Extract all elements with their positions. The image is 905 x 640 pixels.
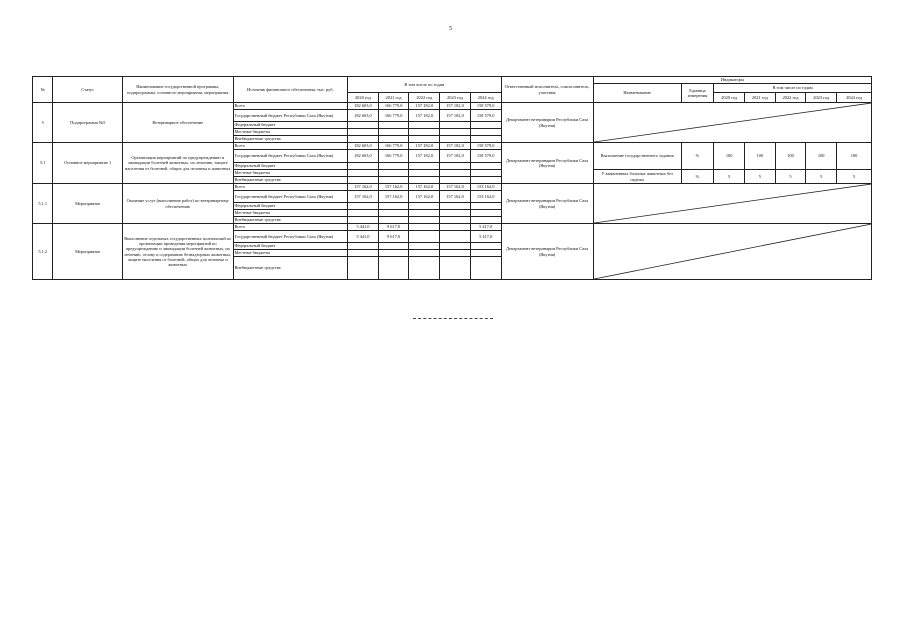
source-label: Местные бюджеты	[233, 210, 348, 217]
amount-cell	[440, 129, 471, 136]
header-ind-year: 2024 год	[837, 93, 872, 103]
row-number: 5.1.2	[33, 224, 53, 280]
amount-cell: 157 162,0	[440, 184, 471, 191]
amount-cell	[378, 203, 409, 210]
amount-cell: 182 603,0	[348, 110, 379, 122]
amount-cell: 166 779,0	[378, 150, 409, 163]
amount-cell	[378, 129, 409, 136]
source-label: Всего	[233, 103, 348, 110]
amount-cell: 166 779,0	[378, 110, 409, 122]
source-label: Федеральный бюджет	[233, 243, 348, 250]
amount-cell: 157 162,0	[378, 184, 409, 191]
header-status: Статус	[53, 77, 123, 103]
amount-cell	[378, 122, 409, 129]
amount-cell	[409, 210, 440, 217]
amount-cell	[409, 257, 440, 280]
amount-cell	[470, 177, 501, 184]
amount-cell	[348, 177, 379, 184]
source-label: Государственный бюджет Республики Саха (Якутия)	[233, 231, 348, 243]
amount-cell	[440, 177, 471, 184]
indicator-name: Выполнение государственного задания	[593, 143, 681, 170]
row-status: Мероприятие	[53, 224, 123, 280]
source-label: Всего	[233, 184, 348, 191]
header-ind-year: 2021 год	[744, 93, 775, 103]
indicator-value: 100	[714, 143, 745, 170]
table-row	[33, 184, 872, 191]
amount-cell	[378, 243, 409, 250]
amount-cell	[470, 257, 501, 280]
source-label: Государственный бюджет Республики Саха (Якутия)	[233, 191, 348, 203]
indicator-value: 100	[744, 143, 775, 170]
amount-cell: 157 162,0	[348, 191, 379, 203]
amount-cell	[378, 163, 409, 170]
amount-cell: 157 162,0	[409, 191, 440, 203]
header-source: Источник финансового обеспечения, тыс. руб.	[233, 77, 348, 103]
amount-cell	[440, 250, 471, 257]
amount-cell: 153 162,0	[470, 184, 501, 191]
amount-cell	[348, 210, 379, 217]
indicator-value: 100	[837, 143, 872, 170]
header-no: №	[33, 77, 53, 103]
source-label: Государственный бюджет Республики Саха (Якутия)	[233, 110, 348, 122]
source-label: Местные бюджеты	[233, 250, 348, 257]
amount-cell	[348, 136, 379, 143]
amount-cell	[440, 163, 471, 170]
row-name: Выполнение отдельных государственных полномочий по организации проведения мероприятий по предупреждению и ликвидации болезней животных, их лечению, отлову и содержанию безнадзорных животных, защите населения от болезней, общих для человека и животных	[123, 224, 233, 280]
header-year: 2021 год	[378, 93, 409, 103]
amount-cell: 182 603,0	[348, 150, 379, 163]
row-executor: Департамент ветеринарии Республики Саха (Якутия)	[501, 184, 593, 224]
indicator-value: 5	[837, 170, 872, 184]
amount-cell	[348, 163, 379, 170]
amount-cell: 158 579,0	[470, 110, 501, 122]
amount-cell: 182 603,0	[348, 143, 379, 150]
amount-cell: 157 182,0	[440, 110, 471, 122]
amount-cell: 158 579,0	[470, 143, 501, 150]
amount-cell: 157 162,0	[409, 184, 440, 191]
row-name: Организация мероприятий по предупреждению и ликвидации болезней животных, их лечению, защите населения от болезней, общих для человека и животных	[123, 143, 233, 184]
amount-cell	[409, 231, 440, 243]
table-row	[33, 103, 872, 110]
source-label: Местные бюджеты	[233, 129, 348, 136]
indicator-value: 100	[806, 143, 837, 170]
amount-cell	[470, 250, 501, 257]
indicator-value: 5	[806, 170, 837, 184]
header-year: 2023 год	[440, 93, 471, 103]
amount-cell: 166 779,0	[378, 103, 409, 110]
amount-cell: 157 162,0	[378, 191, 409, 203]
amount-cell: 157 162,0	[348, 184, 379, 191]
amount-cell	[378, 257, 409, 280]
amount-cell	[409, 129, 440, 136]
indicator-empty-cell	[593, 184, 871, 224]
amount-cell	[440, 231, 471, 243]
diagonal-strike	[594, 224, 871, 279]
source-label: Внебюджетные средства	[233, 177, 348, 184]
amount-cell: 157 182,0	[440, 143, 471, 150]
header-indicators: Индикаторы	[593, 77, 871, 84]
amount-cell: 158 579,0	[470, 150, 501, 163]
row-status: Основное мероприятие 1	[53, 143, 123, 184]
amount-cell	[470, 243, 501, 250]
amount-cell: 157 182,0	[440, 150, 471, 163]
amount-cell	[409, 203, 440, 210]
row-executor: Департамент ветеринарии Республики Саха (Якутия)	[501, 224, 593, 280]
amount-cell	[409, 163, 440, 170]
amount-cell	[348, 203, 379, 210]
header-ind-unit: Единица измерения	[681, 84, 714, 103]
amount-cell	[348, 217, 379, 224]
amount-cell	[440, 170, 471, 177]
header-year: 2020 год	[348, 93, 379, 103]
amount-cell	[348, 257, 379, 280]
header-ind-name: Наименование	[593, 84, 681, 103]
source-label: Государственный бюджет Республики Саха (Якутия)	[233, 150, 348, 163]
header-year: 2024 год	[470, 93, 501, 103]
diagonal-strike	[594, 184, 871, 223]
source-label: Внебюджетные средства	[233, 136, 348, 143]
amount-cell	[440, 122, 471, 129]
amount-cell	[378, 250, 409, 257]
indicator-name: У выявленных больных животных без падежа	[593, 170, 681, 184]
amount-cell	[470, 129, 501, 136]
amount-cell	[348, 170, 379, 177]
amount-cell: 182 603,0	[348, 103, 379, 110]
amount-cell	[440, 203, 471, 210]
amount-cell	[470, 136, 501, 143]
amount-cell	[440, 243, 471, 250]
indicator-value: 5	[744, 170, 775, 184]
header-year: 2022 год	[409, 93, 440, 103]
row-number: 5.1	[33, 143, 53, 184]
amount-cell	[409, 122, 440, 129]
amount-cell: 166 779,0	[378, 143, 409, 150]
header-ind-year: 2023 год	[806, 93, 837, 103]
table-row	[33, 224, 872, 231]
table-row	[33, 143, 872, 150]
amount-cell: 5 441,0	[348, 231, 379, 243]
end-separator	[413, 318, 493, 319]
amount-cell	[440, 136, 471, 143]
source-label: Внебюджетные средства	[233, 257, 348, 280]
amount-cell	[470, 122, 501, 129]
amount-cell: 157 182,0	[409, 103, 440, 110]
amount-cell	[348, 129, 379, 136]
amount-cell	[378, 170, 409, 177]
amount-cell: 153 162,0	[470, 191, 501, 203]
amount-cell: 157 182,0	[440, 103, 471, 110]
diagonal-strike	[594, 103, 871, 142]
amount-cell	[409, 217, 440, 224]
amount-cell	[409, 170, 440, 177]
header-executor: Ответственный исполнитель, соисполнитель, участник	[501, 77, 593, 103]
program-table	[32, 76, 872, 280]
source-label: Всего	[233, 143, 348, 150]
header-ind-year: 2022 год	[775, 93, 806, 103]
amount-cell	[409, 177, 440, 184]
header-by-years: В том числе по годам	[348, 77, 501, 93]
source-label: Федеральный бюджет	[233, 203, 348, 210]
source-label: Всего	[233, 224, 348, 231]
amount-cell	[470, 203, 501, 210]
amount-cell	[409, 224, 440, 231]
row-name: Ветеринарное обеспечение	[123, 103, 233, 143]
amount-cell	[348, 122, 379, 129]
amount-cell	[378, 210, 409, 217]
amount-cell: 157 182,0	[409, 150, 440, 163]
amount-cell: 9 617,0	[378, 224, 409, 231]
row-executor: Департамент ветеринарии Республики Саха (Якутия)	[501, 143, 593, 184]
indicator-value: 5	[775, 170, 806, 184]
amount-cell: 157 182,0	[409, 143, 440, 150]
amount-cell	[348, 250, 379, 257]
page-number: 5	[449, 26, 452, 32]
row-status: Мероприятие	[53, 184, 123, 224]
source-label: Федеральный бюджет	[233, 122, 348, 129]
amount-cell	[378, 136, 409, 143]
amount-cell: 5 417,0	[470, 231, 501, 243]
source-label: Внебюджетные средства	[233, 217, 348, 224]
amount-cell	[470, 210, 501, 217]
amount-cell	[348, 243, 379, 250]
amount-cell	[409, 250, 440, 257]
source-label: Местные бюджеты	[233, 170, 348, 177]
header-ind-by-years: В том числе по годам	[714, 84, 872, 93]
row-number: 5	[33, 103, 53, 143]
amount-cell: 158 579,0	[470, 103, 501, 110]
row-status: Подпрограмма №5	[53, 103, 123, 143]
amount-cell	[378, 177, 409, 184]
amount-cell	[470, 170, 501, 177]
amount-cell	[440, 257, 471, 280]
source-label: Федеральный бюджет	[233, 163, 348, 170]
amount-cell: 5 441,0	[348, 224, 379, 231]
amount-cell	[470, 163, 501, 170]
amount-cell	[440, 210, 471, 217]
indicator-value: 100	[775, 143, 806, 170]
row-executor: Департамент ветеринарии Республики Саха (Якутия)	[501, 103, 593, 143]
header-ind-year: 2020 год	[714, 93, 745, 103]
indicator-unit: %	[681, 170, 714, 184]
amount-cell: 5 417,0	[470, 224, 501, 231]
amount-cell: 157 182,0	[409, 110, 440, 122]
amount-cell	[440, 217, 471, 224]
indicator-empty-cell	[593, 103, 871, 143]
indicator-empty-cell	[593, 224, 871, 280]
indicator-unit: %	[681, 143, 714, 170]
row-number: 5.1.1	[33, 184, 53, 224]
amount-cell	[440, 224, 471, 231]
header-name: Наименование государственной программы, подпрограммы, основного мероприятия, мероприятия	[123, 77, 233, 103]
amount-cell	[409, 243, 440, 250]
amount-cell: 157 162,0	[440, 191, 471, 203]
row-name: Оказание услуг (выполнение работ) по ветеринарному обеспечению	[123, 184, 233, 224]
indicator-value: 5	[714, 170, 745, 184]
amount-cell	[470, 217, 501, 224]
amount-cell	[409, 136, 440, 143]
amount-cell	[378, 217, 409, 224]
amount-cell: 9 617,0	[378, 231, 409, 243]
